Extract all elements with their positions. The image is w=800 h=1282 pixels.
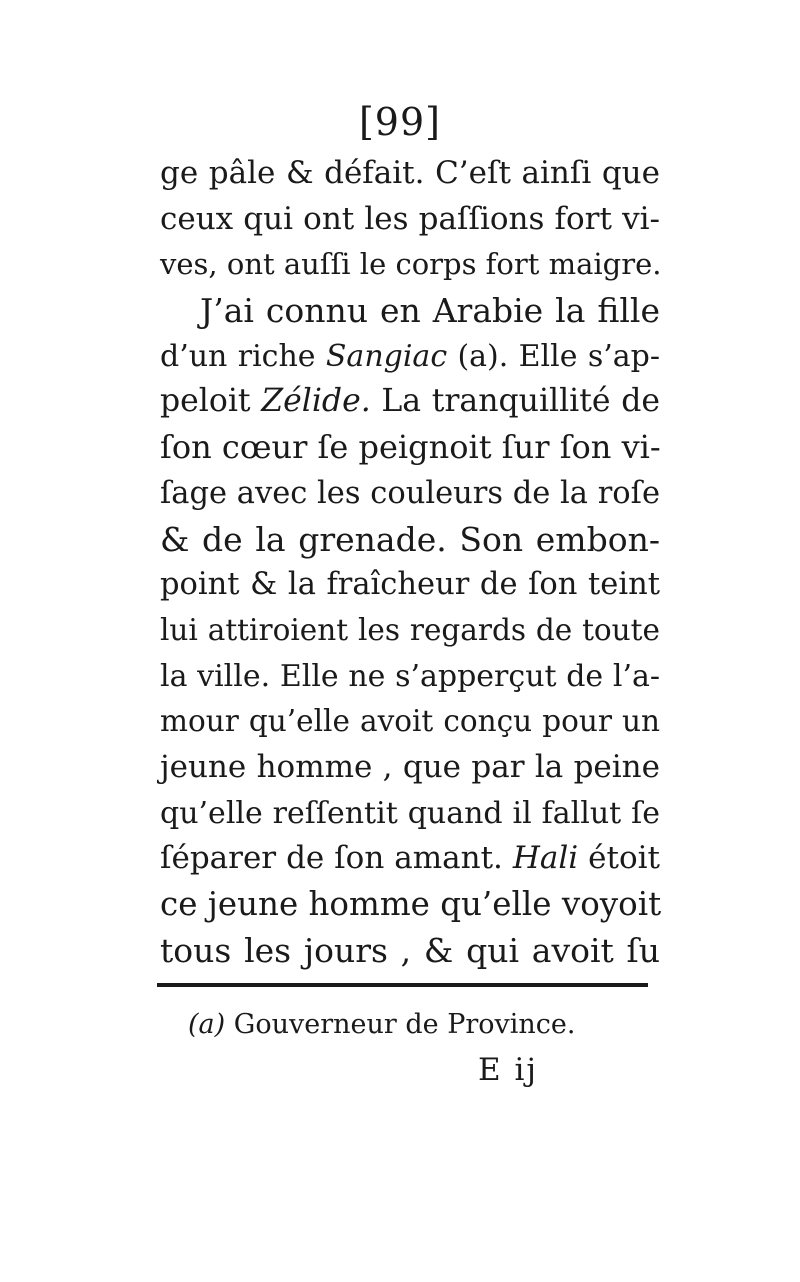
text-line: mour qu’elle avoit conçu pour un (160, 704, 660, 739)
text-line: ſon cœur ſe peignoit ſur ſon vi- (160, 428, 661, 467)
signature-mark: E ij (478, 1052, 539, 1088)
text-line: d’un riche Sangiac (a). Elle s’ap- (160, 338, 660, 374)
page-number: [99] (358, 100, 441, 144)
text-line: lui attiroient les regards de toute (160, 612, 660, 647)
text-line: qu’elle reſſentit quand il fallut ſe (160, 795, 660, 831)
text-line: peloit Zélide. La tranquillité de (160, 383, 660, 420)
text-line: ceux qui ont les paſſions fort vi- (160, 200, 660, 237)
text-line: & de la grenade. Son embon- (160, 519, 660, 559)
footnote-text: Gouverneur de Province. (225, 1009, 576, 1040)
text-line: point & la fraîcheur de ſon teint (160, 567, 660, 603)
text-line: ce jeune homme qu’elle voyoit (160, 885, 662, 923)
text-line: ſage avec les couleurs de la roſe (160, 475, 660, 511)
footnote (188, 1007, 576, 1043)
text-line: ſéparer de ſon amant. Hali étoit (160, 840, 660, 877)
text-line: J’ai connu en Arabie la fille (200, 291, 660, 331)
text-line: tous les jours , & qui avoit ſu (160, 930, 660, 970)
text-line: jeune homme , que par la peine (160, 748, 660, 785)
footnote-rule (157, 983, 648, 987)
body-text (160, 151, 660, 973)
text-line: ge pâle & défait. C’eſt ainſi que (160, 155, 660, 191)
text-line: la ville. Elle ne s’apperçut de l’a- (160, 658, 660, 694)
text-line: ves, ont auſſi le corps fort maigre. (160, 247, 662, 282)
footnote-marker: (a) (188, 1009, 226, 1040)
